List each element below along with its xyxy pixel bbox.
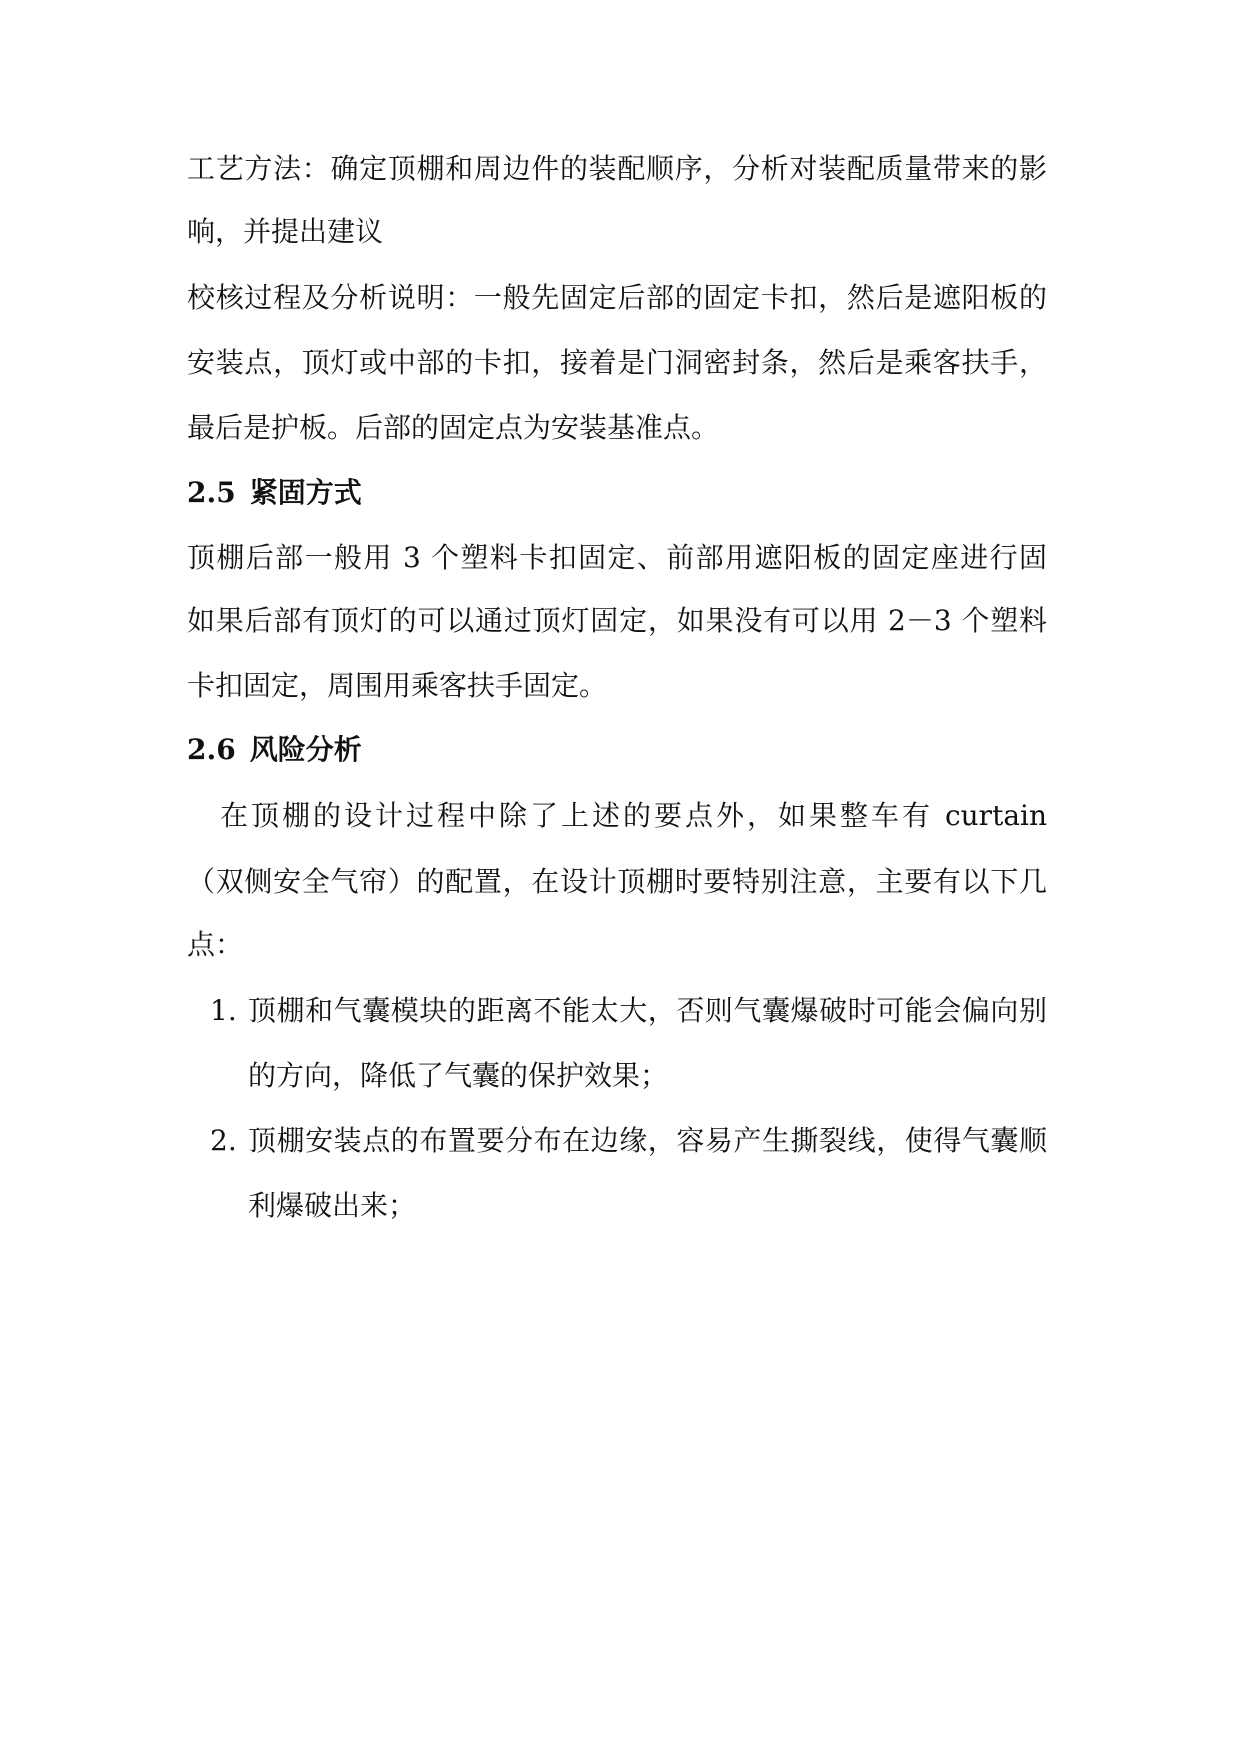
verification-line-3: 最后是护板。后部的固定点为安装基准点。 [187, 411, 720, 444]
risk-intro-line-1: 在顶棚的设计过程中除了上述的要点外，如果整车有 curtain [220, 799, 1047, 832]
fastening-line-1: 顶棚后部一般用 3 个塑料卡扣固定、前部用遮阳板的固定座进行固 [187, 541, 1047, 574]
list-item-1-line-1: 顶棚和气囊模块的距离不能太大，否则气囊爆破时可能会偏向别 [248, 994, 1047, 1027]
list-item-2-line-2: 利爆破出来； [248, 1189, 417, 1222]
section-title: 风险分析 [249, 733, 362, 766]
section-heading-2-6 [187, 730, 362, 770]
list-item-1-line-2: 的方向，降低了气囊的保护效果； [248, 1059, 669, 1092]
section-title: 紧固方式 [249, 476, 362, 509]
fastening-line-3: 卡扣固定，周围用乘客扶手固定。 [187, 669, 608, 702]
process-line-1: 工艺方法：确定顶棚和周边件的装配顺序，分析对装配质量带来的影 [187, 152, 1047, 185]
section-number: 2.6 [187, 733, 236, 766]
section-heading-2-5 [187, 473, 362, 513]
risk-intro-line-2: （双侧安全气帘）的配置，在设计顶棚时要特别注意，主要有以下几 [187, 865, 1047, 898]
section-number: 2.5 [187, 476, 236, 509]
fastening-line-2: 如果后部有顶灯的可以通过顶灯固定，如果没有可以用 2－3 个塑料 [187, 604, 1047, 637]
verification-line-1: 校核过程及分析说明：一般先固定后部的固定卡扣，然后是遮阳板的 [187, 281, 1047, 314]
verification-line-2: 安装点，顶灯或中部的卡扣，接着是门洞密封条，然后是乘客扶手， [187, 346, 1047, 379]
list-item-number: 1. [210, 994, 237, 1027]
list-item-2-line-1: 顶棚安装点的布置要分布在边缘，容易产生撕裂线，使得气囊顺 [248, 1124, 1047, 1157]
risk-intro-line-3: 点： [187, 928, 244, 961]
process-line-2: 响，并提出建议 [187, 215, 384, 248]
list-item-number: 2. [210, 1124, 237, 1157]
